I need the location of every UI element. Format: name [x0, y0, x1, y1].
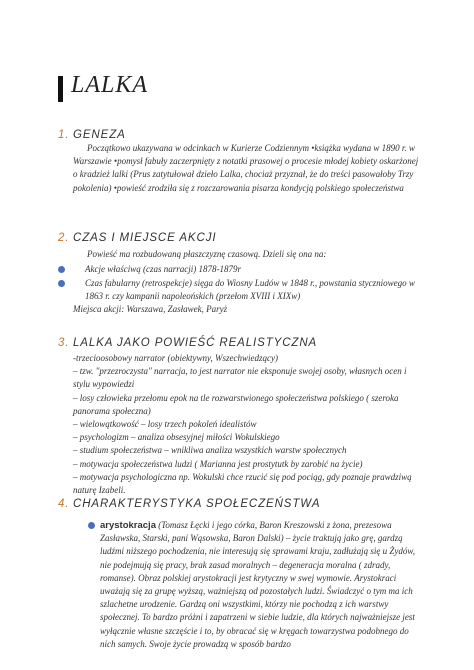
- section-number: 3.: [58, 337, 70, 349]
- bullet-dot-icon: [58, 280, 65, 287]
- section-heading-spoleczenstwo: [58, 498, 320, 510]
- list-item: -trzecioosobowy narrator (obiektywny, Wszechwiedzący): [73, 353, 278, 363]
- list-item: – motywacja społeczeństwa ludzi ( Marianna jest prostytutk by zarobić na życie): [73, 458, 363, 469]
- bullet-text: Czas fabularny (retrospekcje) sięga do Wiosny Ludów w 1848 r., powstania styczniowego w 1863 r. czy kampanii napoleońskich (przełom XVIII i XIXw): [85, 278, 415, 302]
- bullet-text: (Tomasz Łęcki i jego córka, Baron Kreszowski z żona, prezesowa Zasławska, Starski, pani Wąsowska, Baron Dalski) – życie traktują jako grę, gardzą ludźmi niższego pochodzenia, nie interesują się sprawami kraju, zadłużają się u Żydów, nie podejmują się pracy, brak zasad moralnych – degeneracja moralna ( zdrady, romanse). Obraz polskiej arystokracji jest krytyczny w swej wymowie. Arystokraci uważają się za grupę wyższą, ważniejszą od pozostałych ludzi. Świadczyć o tym ma ich szlachetne urodzenie. Gardzą oni wszystkimi, którzy nie pochodzą z ich warstwy społecznej. To bardzo próżni i zapatrzeni w siebie ludzie, dla których najważniejsze jest wyłącznie własne szczęście i to, by obracać się w kręgach towarzystwa podobnego do nich samych. Swoje życie prowadzą w sposób bardzo: [100, 520, 415, 649]
- list-item: – wielowątkowość – losy trzech pokoleń idealistów: [73, 419, 257, 430]
- section-heading-geneza: [58, 129, 126, 141]
- list-item: – studium społeczeństwa – wnikliwa analiza wszystkich warstw społecznych: [73, 445, 347, 456]
- section-title: LALKA JAKO POWIEŚĆ REALISTYCZNA: [73, 337, 318, 349]
- bullet-dot-icon: [58, 266, 65, 273]
- section-heading-realizm: [58, 337, 317, 349]
- czas-intro: Powieść ma rozbudowaną płaszczyznę czasową. Dzieli się ona na:: [87, 249, 327, 259]
- section-heading-czas: [58, 232, 216, 244]
- list-item: – tzw. "przezroczysta" narracja, to jest narrator nie eksponuje swojej osoby, własnych ocen i stylu wypowiedzi: [73, 366, 407, 390]
- bullet-text: Akcje właściwą (czas narracji) 1878-1879r: [85, 264, 241, 274]
- title-bar-decoration: [58, 76, 63, 102]
- list-item: – motywacja psychologiczna np. Wokulski chce rzucić się pod pociąg, gdy poznaje prawdziwą naturę Izabeli.: [73, 471, 412, 496]
- list-item: [58, 263, 421, 276]
- section-number: 4.: [58, 498, 70, 510]
- geneza-paragraph: Początkowo ukazywana w odcinkach w Kurierze Codziennym •książka wydana w 1890 r. w Warszawie •pomysł fabuły zaczerpnięty z notatki prasowej o procesie młodej kobiety oskarżonej o kradzież lalki (Prus zatytułował dzieło Lalka, chociaż przyznał, że do treści pasowałoby Trzy pokolenia) •powieść zrodziła się z rozczarowania pisarza kondycją polskiego społeczeństwa: [73, 143, 419, 193]
- section-title: CHARAKTERYSTYKA SPOŁECZEŃSTWA: [73, 498, 321, 510]
- document-title: LALKA: [71, 72, 149, 98]
- section-title: CZAS I MIEJSCE AKCJI: [73, 232, 217, 244]
- bullet-dot-icon: [88, 522, 95, 529]
- places-line: Miejsca akcji: Warszawa, Zasławek, Paryż: [73, 304, 228, 314]
- section-title: GENEZA: [73, 129, 126, 141]
- aristocracy-paragraph: [100, 519, 422, 651]
- list-item: – losy człowieka przełomu epok na tle rozwarstwionego społeczeństwa polskiego ( szeroka panorama społeczna): [73, 392, 399, 416]
- section-number: 2.: [58, 232, 70, 244]
- list-item: [58, 277, 421, 303]
- bullet-term: arystokracja: [100, 520, 156, 531]
- realism-list: [73, 352, 423, 497]
- section-number: 1.: [58, 129, 70, 141]
- list-item: – psychologizm – analiza obsesyjnej miłości Wokulskiego: [73, 432, 280, 443]
